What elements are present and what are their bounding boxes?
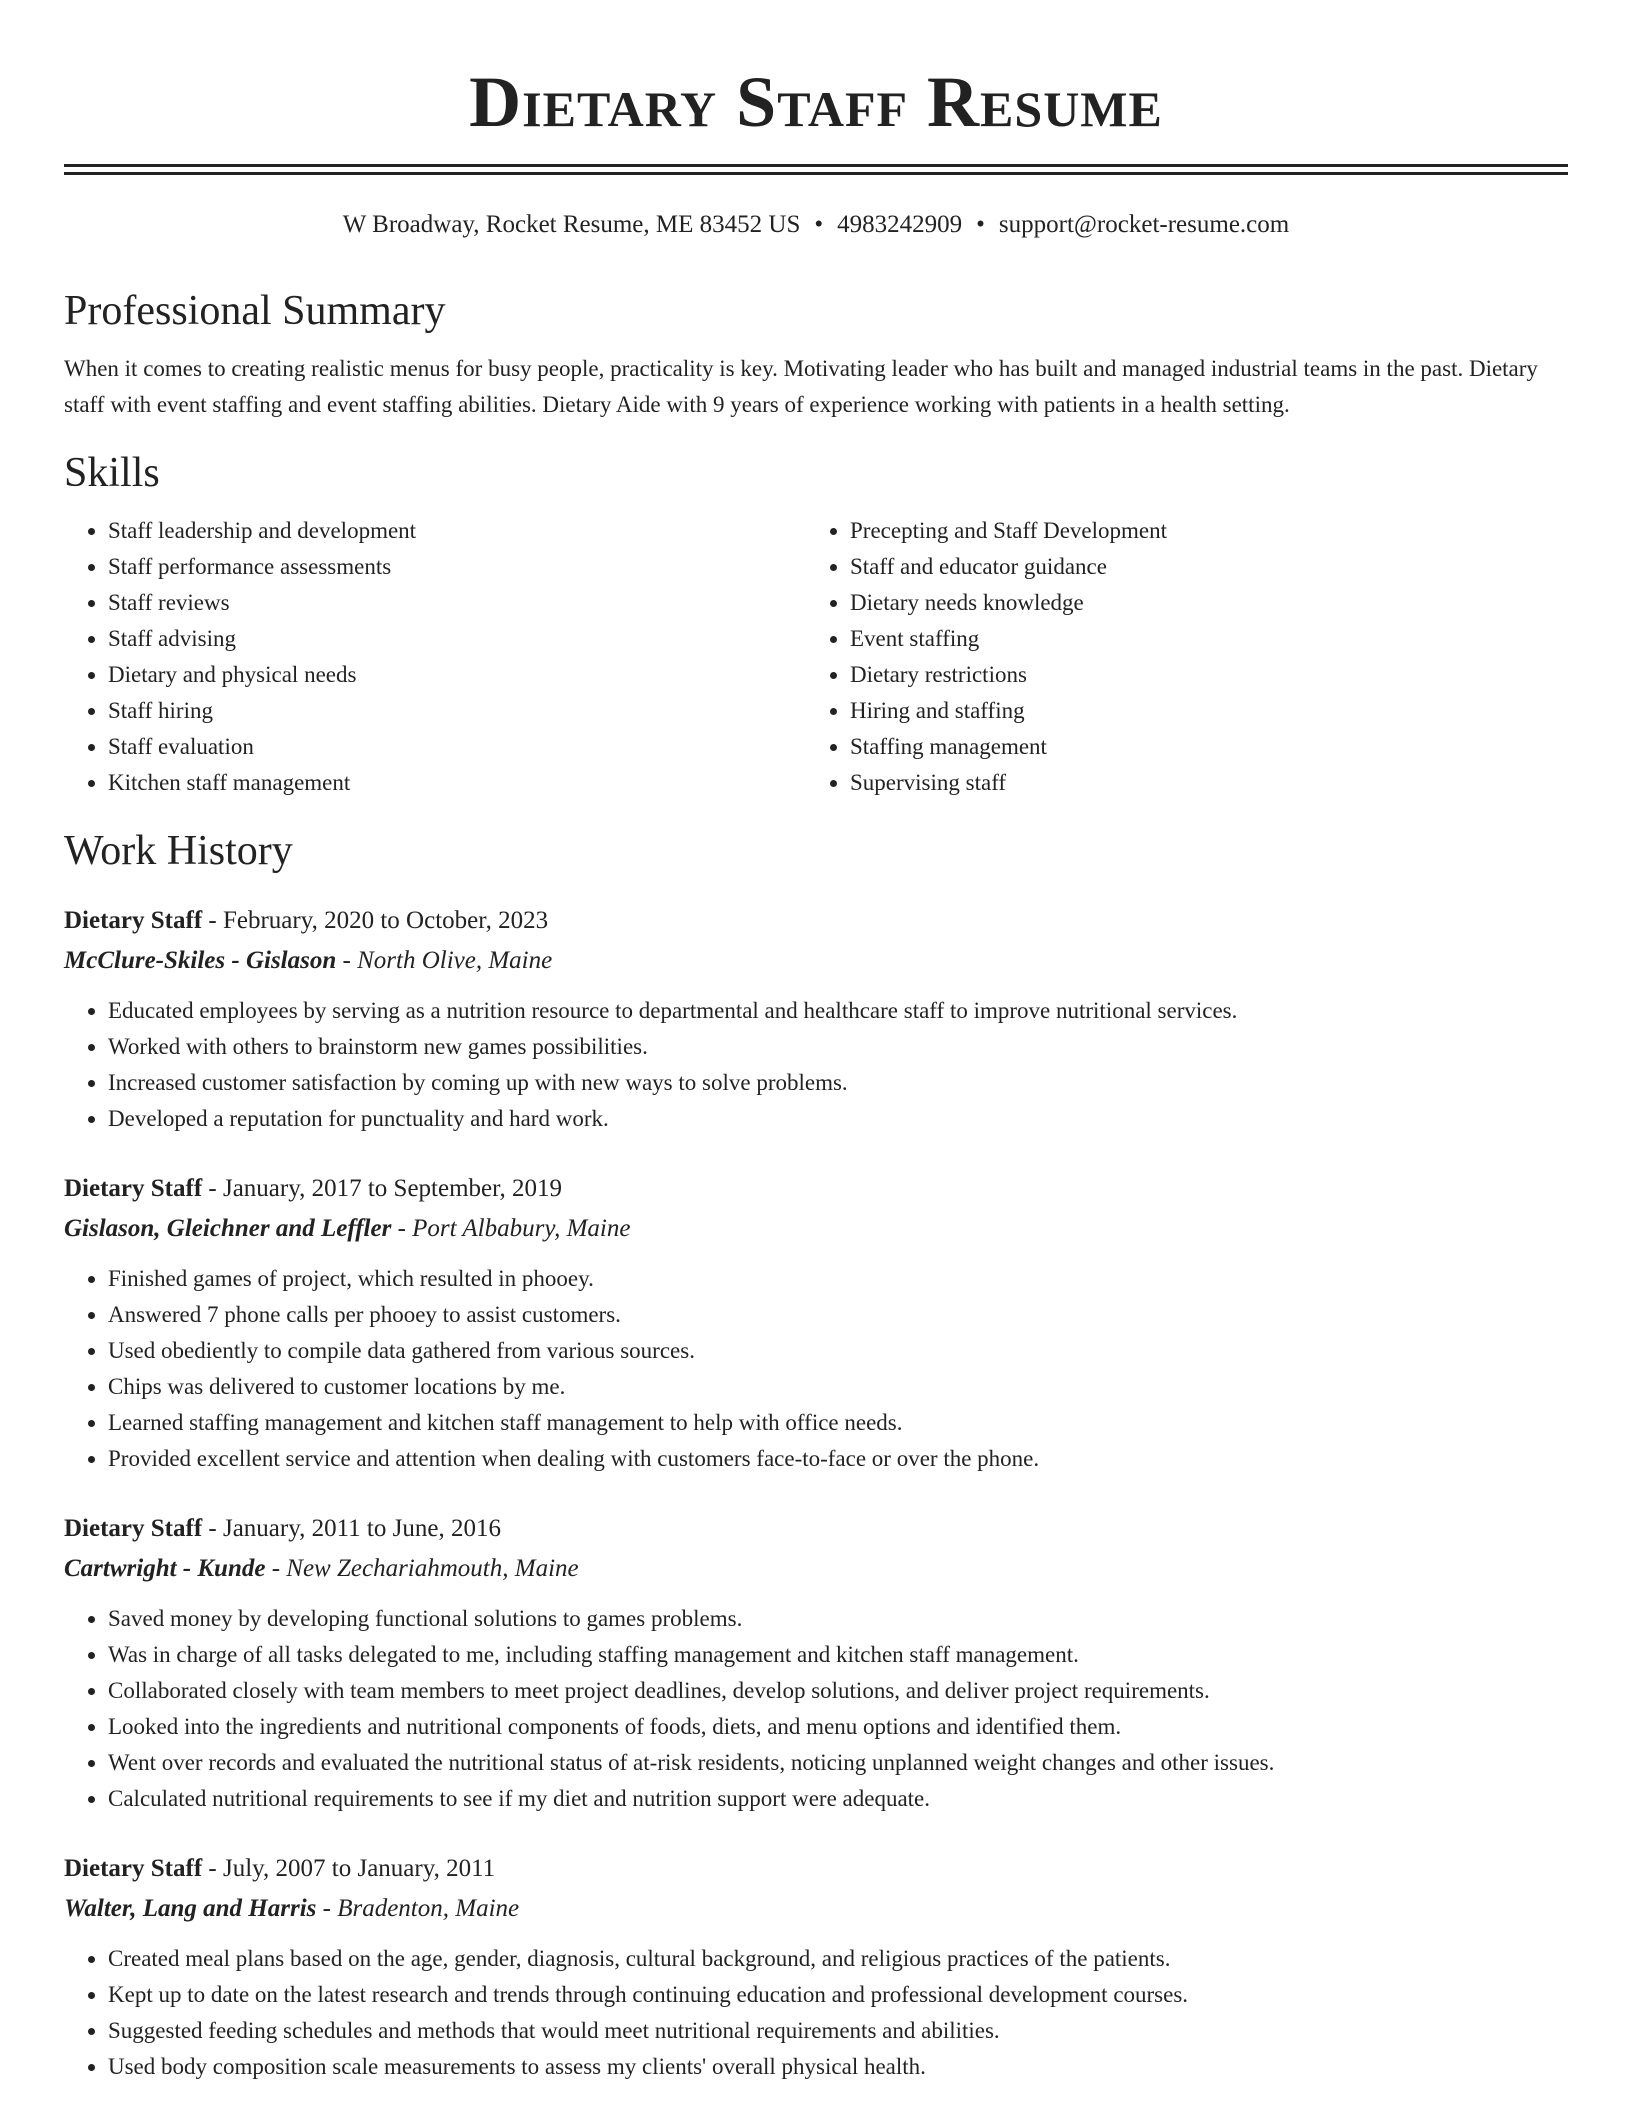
skill-item: • Dietary restrictions — [850, 657, 1548, 693]
contact-email: support@rocket-resume.com — [998, 211, 1290, 238]
job-company: Gislason, Gleichner and Leffler — [64, 1215, 392, 1242]
contact-separator: • — [976, 211, 985, 238]
job-bullet: • Increased customer satisfaction by coming up with new ways to solve problems. — [108, 1065, 1568, 1101]
job-bullets — [64, 1941, 1568, 2085]
title-double-rule — [64, 164, 1568, 175]
skill-item: • Dietary and physical needs — [108, 657, 806, 693]
job-bullet: • Created meal plans based on the age, gender, diagnosis, cultural background, and religious practices of the patients. — [108, 1941, 1568, 1977]
summary-heading: Professional Summary — [64, 288, 446, 334]
job-company-line — [64, 1549, 1568, 1589]
job-bullet: • Provided excellent service and attention when dealing with customers face-to-face or over the phone. — [108, 1441, 1568, 1477]
job-location: Port Albabury, Maine — [412, 1215, 631, 1242]
job-bullet: • Calculated nutritional requirements to see if my diet and nutrition support were adequate. — [108, 1781, 1568, 1817]
skill-item: • Precepting and Staff Development — [850, 513, 1548, 549]
skill-item: • Kitchen staff management — [108, 765, 806, 801]
job-dates: January, 2011 to June, 2016 — [222, 1515, 501, 1542]
skill-item: • Staff advising — [108, 621, 806, 657]
job-location: Bradenton, Maine — [337, 1895, 520, 1922]
job-bullet: • Educated employees by serving as a nutrition resource to departmental and healthcare staff to improve nutritional services. — [108, 993, 1568, 1029]
skill-item: • Dietary needs knowledge — [850, 585, 1548, 621]
dash: - — [202, 1175, 223, 1202]
job-title-line — [64, 1849, 1568, 1889]
job-bullet: • Answered 7 phone calls per phooey to assist customers. — [108, 1297, 1568, 1333]
job-bullet: • Finished games of project, which resulted in phooey. — [108, 1261, 1568, 1297]
work-history-heading: Work History — [64, 828, 293, 874]
job-entry — [64, 1169, 1568, 1477]
resume-page — [64, 0, 1568, 2085]
job-title: Dietary Staff — [64, 1855, 203, 1882]
skill-item: • Supervising staff — [850, 765, 1548, 801]
dash: - — [391, 1215, 413, 1242]
job-title-line — [64, 901, 1568, 941]
job-bullets — [64, 1601, 1568, 1817]
skill-item: • Staff reviews — [108, 585, 806, 621]
skill-item: • Event staffing — [850, 621, 1548, 657]
job-title-line — [64, 1169, 1568, 1209]
job-location: New Zechariahmouth, Maine — [286, 1555, 579, 1582]
skills-heading: Skills — [64, 450, 160, 496]
contact-separator: • — [814, 211, 824, 238]
job-bullet: • Suggested feeding schedules and methods that would meet nutritional requirements and abilities. — [108, 2013, 1568, 2049]
dash: - — [316, 1895, 338, 1922]
contact-line — [64, 209, 1568, 241]
dash: - — [265, 1555, 287, 1582]
job-bullet: • Collaborated closely with team members to meet project deadlines, develop solutions, and deliver project requirements. — [108, 1673, 1568, 1709]
dash: - — [202, 1855, 223, 1882]
skill-item: • Staff evaluation — [108, 729, 806, 765]
job-company: Walter, Lang and Harris — [64, 1895, 317, 1922]
job-bullet: • Saved money by developing functional solutions to games problems. — [108, 1601, 1568, 1637]
job-title-line — [64, 1509, 1568, 1549]
job-bullets — [64, 993, 1568, 1137]
job-bullet: • Used obediently to compile data gathered from various sources. — [108, 1333, 1568, 1369]
job-dates: July, 2007 to January, 2011 — [222, 1855, 496, 1882]
job-bullets — [64, 1261, 1568, 1477]
skill-item: • Staff performance assessments — [108, 549, 806, 585]
resume-title: Dietary Staff Resume — [469, 62, 1163, 142]
job-bullet: • Kept up to date on the latest research and trends through continuing education and professional development courses. — [108, 1977, 1568, 2013]
job-title: Dietary Staff — [64, 1515, 203, 1542]
skill-item: • Staffing management — [850, 729, 1548, 765]
skills-list-left — [64, 513, 806, 801]
job-bullet: • Worked with others to brainstorm new games possibilities. — [108, 1029, 1568, 1065]
job-entry — [64, 901, 1568, 1137]
job-company-line — [64, 941, 1568, 981]
job-bullet: • Was in charge of all tasks delegated to me, including staffing management and kitchen staff management. — [108, 1637, 1568, 1673]
job-bullet: • Learned staffing management and kitchen staff management to help with office needs. — [108, 1405, 1568, 1441]
job-title: Dietary Staff — [64, 907, 203, 934]
job-company-line — [64, 1209, 1568, 1249]
job-bullet: • Used body composition scale measurements to assess my clients' overall physical health. — [108, 2049, 1568, 2085]
contact-address: W Broadway, Rocket Resume, ME 83452 US — [342, 211, 801, 238]
dash: - — [336, 947, 358, 974]
skills-list-right — [806, 513, 1548, 801]
skill-item: • Staff hiring — [108, 693, 806, 729]
dash: - — [202, 1515, 223, 1542]
job-dates: February, 2020 to October, 2023 — [222, 907, 549, 934]
job-company: McClure-Skiles - Gislason — [64, 947, 337, 974]
job-company: Cartwright - Kunde — [64, 1555, 266, 1582]
skills-columns — [64, 513, 1568, 801]
job-company-line — [64, 1889, 1568, 1929]
summary-text: When it comes to creating realistic menus for busy people, practicality is key. Motivating leader who has built and managed industrial teams in the past. Dietary staff with event staffing and event staffing abilities. Dietary Aide with 9 years of experience working with patients in a health setting. — [64, 356, 1538, 417]
job-entry — [64, 1509, 1568, 1817]
skill-item: • Staff leadership and development — [108, 513, 806, 549]
job-bullet: • Chips was delivered to customer locations by me. — [108, 1369, 1568, 1405]
job-entry — [64, 1849, 1568, 2085]
job-bullet: • Looked into the ingredients and nutritional components of foods, diets, and menu options and identified them. — [108, 1709, 1568, 1745]
job-title: Dietary Staff — [64, 1175, 203, 1202]
skill-item: • Hiring and staffing — [850, 693, 1548, 729]
job-location: North Olive, Maine — [357, 947, 553, 974]
dash: - — [202, 907, 223, 934]
job-dates: January, 2017 to September, 2019 — [222, 1175, 562, 1202]
job-bullet: • Developed a reputation for punctuality and hard work. — [108, 1101, 1568, 1137]
job-bullet: • Went over records and evaluated the nutritional status of at-risk residents, noticing unplanned weight changes and other issues. — [108, 1745, 1568, 1781]
skill-item: • Staff and educator guidance — [850, 549, 1548, 585]
contact-phone: 4983242909 — [837, 211, 963, 238]
